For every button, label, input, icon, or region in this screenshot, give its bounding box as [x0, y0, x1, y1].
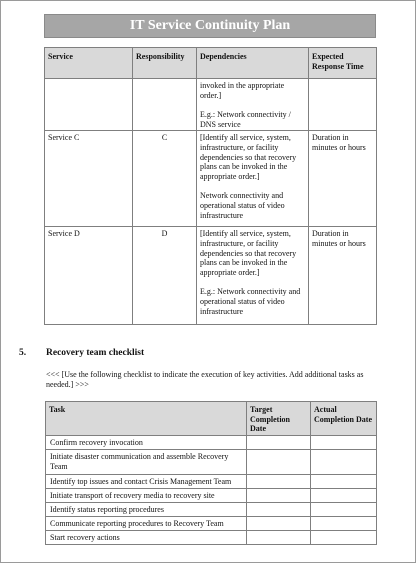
task-cell: Confirm recovery invocation [46, 436, 247, 450]
responsibility-cell: D [133, 227, 197, 325]
table-row [46, 517, 377, 531]
dependencies-text: invoked in the appropriate order.] [200, 81, 285, 100]
column-header-actual-date: Actual Completion Date [311, 402, 377, 436]
service-cell: Service C [45, 131, 133, 227]
task-cell: Identify status reporting procedures [46, 503, 247, 517]
column-header-task: Task [46, 402, 247, 436]
task-cell: Initiate transport of recovery media to recovery site [46, 489, 247, 503]
table-row [46, 503, 377, 517]
dependencies-example: Network connectivity and operational status of video infrastructure [200, 191, 285, 220]
target-date-cell[interactable] [247, 436, 311, 450]
table-row [45, 227, 377, 325]
column-header-service: Service [45, 48, 133, 79]
actual-date-cell[interactable] [311, 450, 377, 475]
table-row [45, 79, 377, 131]
table-row [46, 436, 377, 450]
dependencies-example: E.g.: Network connectivity and operational status of video infrastructure [200, 287, 301, 316]
column-header-target-date: Target Completion Date [247, 402, 311, 436]
target-date-cell[interactable] [247, 450, 311, 475]
recovery-checklist-table [45, 401, 377, 545]
response-time-cell [309, 79, 377, 131]
actual-date-cell[interactable] [311, 436, 377, 450]
task-cell: Initiate disaster communication and assemble Recovery Team [46, 450, 247, 475]
section-number: 5. [19, 348, 27, 358]
dependencies-text: [Identify all service, system, infrastructure, or facility dependencies so that recovery plans can be invoked in the appropriate order.] [200, 229, 297, 277]
dependencies-text: [Identify all service, system, infrastructure, or facility dependencies so that recovery plans can be invoked in the appropriate order.] [200, 133, 297, 181]
target-date-cell[interactable] [247, 475, 311, 489]
actual-date-cell[interactable] [311, 489, 377, 503]
task-cell: Start recovery actions [46, 531, 247, 545]
response-time-cell: Duration in minutes or hours [309, 227, 377, 325]
task-cell: Identify top issues and contact Crisis Management Team [46, 475, 247, 489]
target-date-cell[interactable] [247, 489, 311, 503]
instructions-line: needed.] >>> [46, 380, 89, 389]
actual-date-cell[interactable] [311, 475, 377, 489]
document-title: IT Service Continuity Plan [44, 14, 376, 38]
table-row [46, 531, 377, 545]
service-cell: Service D [45, 227, 133, 325]
section-title: Recovery team checklist [46, 348, 145, 358]
responsibility-cell: C [133, 131, 197, 227]
actual-date-cell[interactable] [311, 503, 377, 517]
section-instructions [46, 370, 381, 390]
target-date-cell[interactable] [247, 517, 311, 531]
response-time-cell: Duration in minutes or hours [309, 131, 377, 227]
table-row [46, 489, 377, 503]
actual-date-cell[interactable] [311, 531, 377, 545]
dependencies-cell [197, 227, 309, 325]
checklist-table-header [46, 402, 377, 436]
dependencies-example: E.g.: Network connectivity / DNS service [200, 110, 291, 129]
services-table-header [45, 48, 377, 79]
column-header-dependencies: Dependencies [197, 48, 309, 79]
target-date-cell[interactable] [247, 503, 311, 517]
instructions-line: <<< [Use the following checklist to indicate the execution of key activities. Add additional tasks as [46, 370, 364, 379]
table-row [46, 475, 377, 489]
table-row [45, 131, 377, 227]
service-cell [45, 79, 133, 131]
column-header-response-time: Expected Response Time [309, 48, 377, 79]
services-table [44, 47, 377, 325]
responsibility-cell [133, 79, 197, 131]
table-row [46, 450, 377, 475]
dependencies-cell [197, 131, 309, 227]
actual-date-cell[interactable] [311, 517, 377, 531]
target-date-cell[interactable] [247, 531, 311, 545]
dependencies-cell [197, 79, 309, 131]
column-header-responsibility: Responsibility [133, 48, 197, 79]
task-cell: Communicate reporting procedures to Recovery Team [46, 517, 247, 531]
